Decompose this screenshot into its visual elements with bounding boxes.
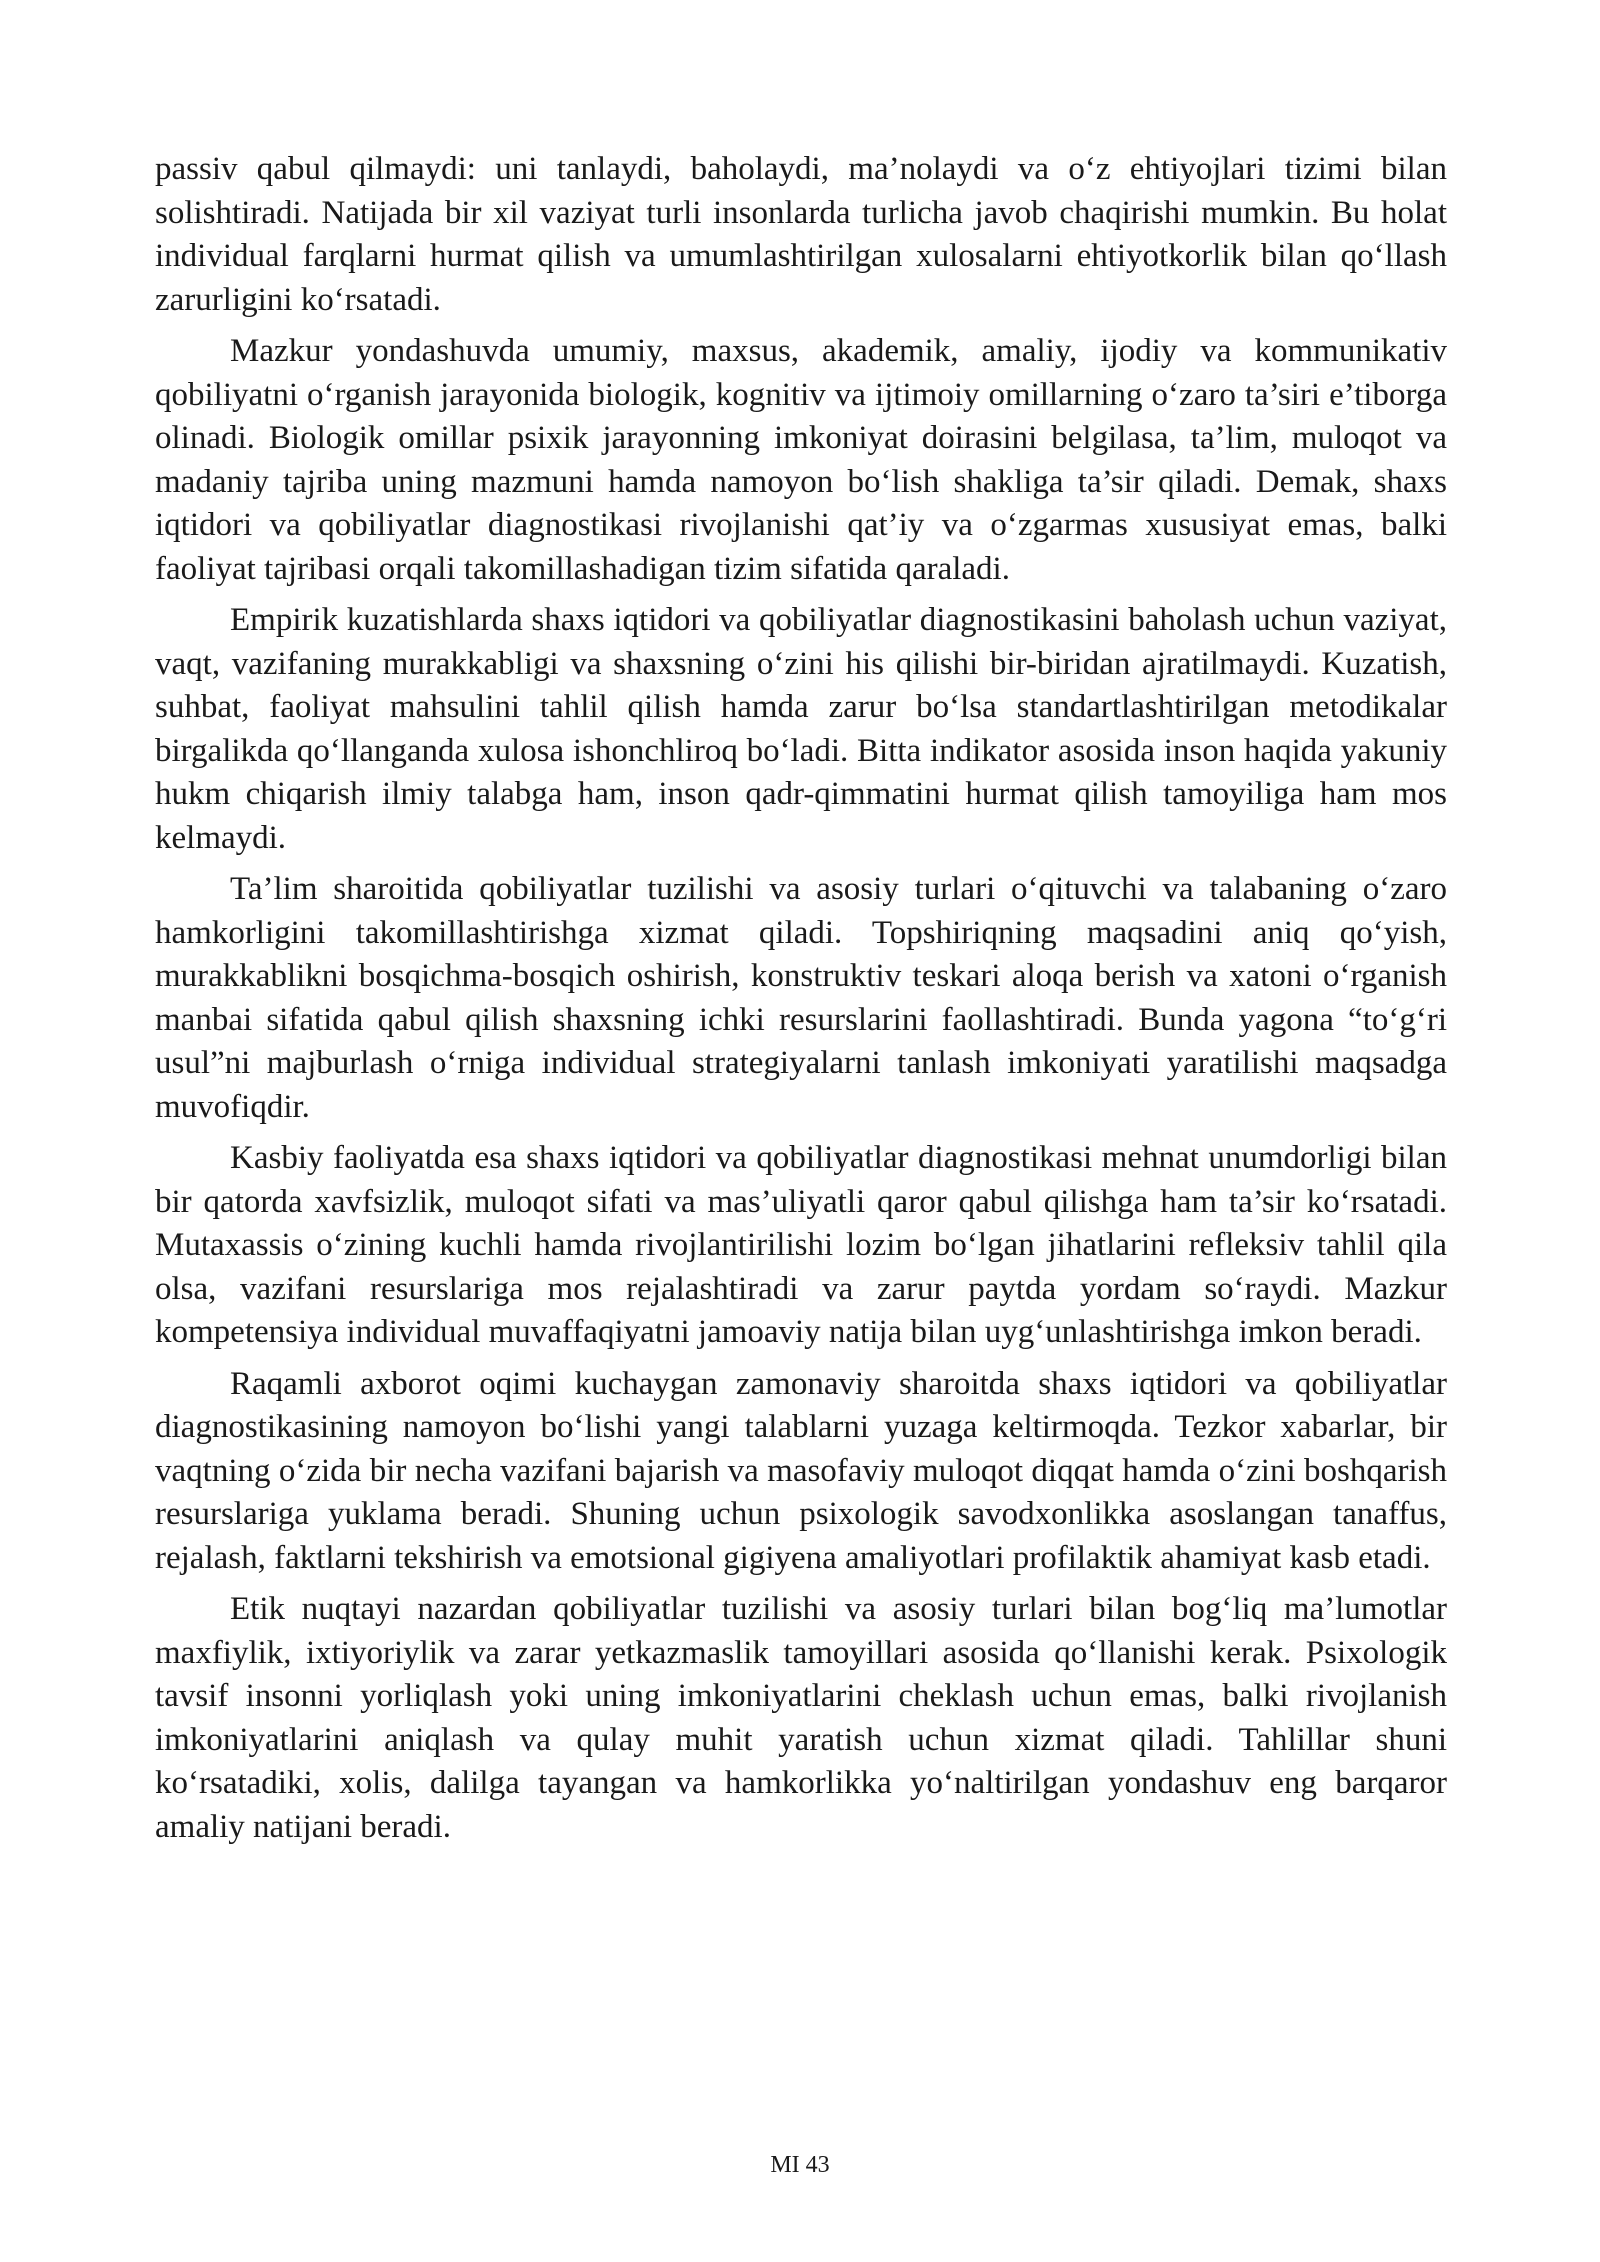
paragraph-education-conditions: Ta’lim sharoitida qobiliyatlar tuzilishi va asosiy turlari o‘qituvchi va talabaning o‘zaro hamkorligini takomillashtirishga xizmat qiladi. Topshiriqning maqsadini aniq qo‘yish, murakkablikni bosqichma-bosqich oshirish, konstruktiv teskari aloqa berish va xatoni o‘rganish manbai sifatida qabul qilish shaxsning ichki resurslarini faollashtiradi. Bunda yagona “to‘g‘ri usul”ni majburlash o‘rniga individual strategiyalarni tanlash imkoniyati yaratilishi maqsadga muvofiqdir. [155, 871, 1447, 1125]
paragraph-digital-information: Raqamli axborot oqimi kuchaygan zamonaviy sharoitda shaxs iqtidori va qobiliyatlar diagnostikasining namoyon bo‘lishi yangi talablarni yuzaga keltirmoqda. Tezkor xabarlar, bir vaqtning o‘zida bir necha vazifani bajarish va masofaviy muloqot diqqat hamda o‘zini boshqarish resurslariga yuklama beradi. Shuning uchun psixologik savodxonlikka asoslangan tanaffus, rejalash, faktlarni tekshirish va emotsional gigiyena amaliyotlari profilaktik ahamiyat kasb etadi. [155, 1365, 1447, 1576]
page-number: MI 43 [770, 2152, 830, 2178]
paragraph-ethics: Etik nuqtayi nazardan qobiliyatlar tuzilishi va asosiy turlari bilan bog‘liq ma’lumotlar maxfiylik, ixtiyoriylik va zarar yetkazmaslik tamoyillari asosida qo‘llanishi kerak. Psixologik tavsif insonni yorliqlash yoki uning imkoniyatlarini cheklash uchun emas, balki rivojlanish imkoniyatlarini aniqlash va qulay muhit yaratish uchun xizmat qiladi. Tahlillar shuni ko‘rsatadiki, xolis, dalilga tayangan va hamkorlikka yo‘naltirilgan yondashuv eng barqaror amaliy natijani beradi. [155, 1591, 1447, 1845]
paragraph-approach-factors: Mazkur yondashuvda umumiy, maxsus, akademik, amaliy, ijodiy va kommunikativ qobiliyatni o‘rganish jarayonida biologik, kognitiv va ijtimoiy omillarning o‘zaro ta’siri e’tiborga olinadi. Biologik omillar psixik jarayonning imkoniyat doirasini belgilasa, ta’lim, muloqot va madaniy tajriba uning mazmuni hamda namoyon bo‘lish shakliga ta’sir qiladi. Demak, shaxs iqtidori va qobiliyatlar diagnostikasi rivojlanishi qat’iy va o‘zgarmas xususiyat emas, balki faoliyat tajribasi orqali takomillashadigan tizim sifatida qaraladi. [155, 333, 1447, 587]
page-body [155, 148, 1447, 1857]
paragraph-continued: passiv qabul qilmaydi: uni tanlaydi, baholaydi, ma’nolaydi va o‘z ehtiyojlari tizimi bilan solishtiradi. Natijada bir xil vaziyat turli insonlarda turlicha javob chaqirishi mumkin. Bu holat individual farqlarni hurmat qilish va umumlashtirilgan xulosalarni ehtiyotkorlik bilan qo‘llash zarurligini ko‘rsatadi. [155, 151, 1447, 318]
paragraph-empirical-observations: Empirik kuzatishlarda shaxs iqtidori va qobiliyatlar diagnostikasini baholash uchun vaziyat, vaqt, vazifaning murakkabligi va shaxsning o‘zini his qilishi bir-biridan ajratilmaydi. Kuzatish, suhbat, faoliyat mahsulini tahlil qilish hamda zarur bo‘lsa standartlashtirilgan metodikalar birgalikda qo‘llanganda xulosa ishonchliroq bo‘ladi. Bitta indikator asosida inson haqida yakuniy hukm chiqarish ilmiy talabga ham, inson qadr-qimmatini hurmat qilish tamoyiliga ham mos kelmaydi. [155, 602, 1447, 856]
paragraph-professional-activity: Kasbiy faoliyatda esa shaxs iqtidori va qobiliyatlar diagnostikasi mehnat unumdorligi bilan bir qatorda xavfsizlik, muloqot sifati va mas’uliyatli qaror qabul qilishga ham ta’sir ko‘rsatadi. Mutaxassis o‘zining kuchli hamda rivojlantirilishi lozim bo‘lgan jihatlarini refleksiv tahlil qila olsa, vazifani resurslariga mos rejalashtiradi va zarur paytda yordam so‘raydi. Mazkur kompetensiya individual muvaffaqiyatni jamoaviy natija bilan uyg‘unlashtirishga imkon beradi. [155, 1140, 1447, 1350]
